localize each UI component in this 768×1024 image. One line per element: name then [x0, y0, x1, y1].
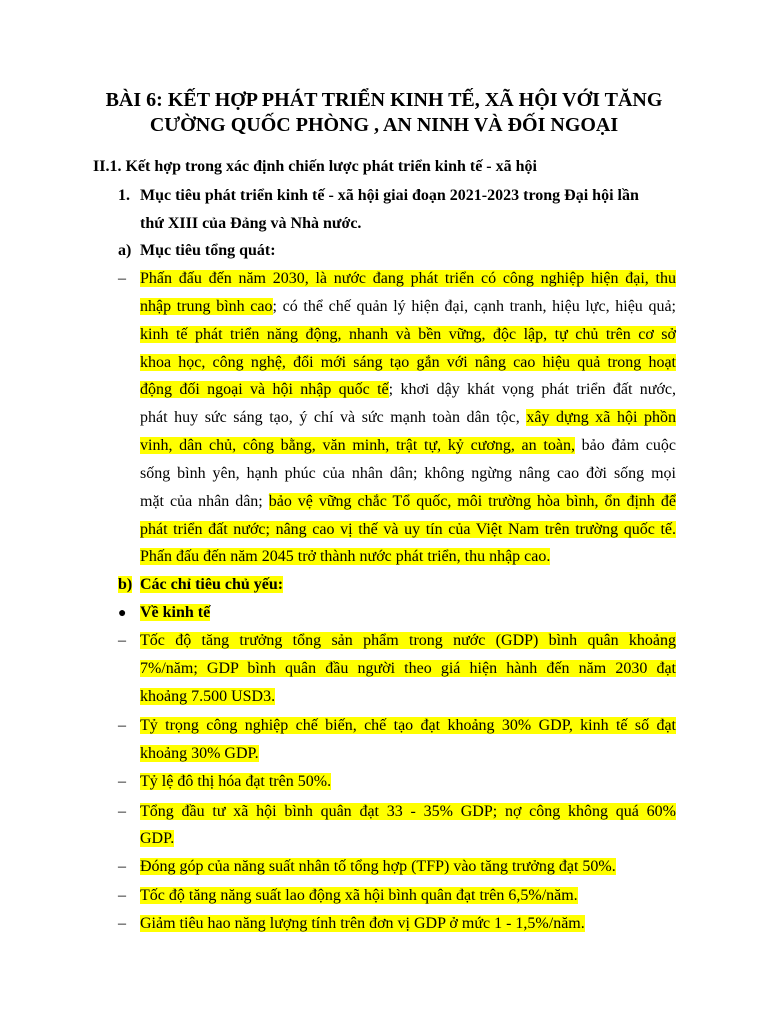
- dash-marker: –: [118, 717, 126, 734]
- section-heading: II.1. Kết hợp trong xác định chiến lược phát triển kinh tế - xã hội: [93, 158, 537, 175]
- highlight: Giảm tiêu hao năng lượng tính trên đơn vị GDP ở mức 1 - 1,5%/năm.: [140, 915, 585, 932]
- dash-marker: –: [118, 632, 126, 649]
- dash-marker: –: [118, 858, 126, 875]
- econ-item-5: [140, 857, 616, 877]
- bullet-icon: ●: [118, 606, 127, 621]
- highlight: Đóng góp của năng suất nhân tố tổng hợp (TFP) vào tăng trưởng đạt 50%.: [140, 858, 616, 875]
- highlight: b): [118, 576, 133, 593]
- highlight: Tỷ trọng công nghiệp chế biến, chế tạo đạt khoảng 30% GDP, kinh tế số đạt: [140, 717, 676, 734]
- dash-marker: –: [118, 887, 126, 904]
- para-a-line-11: [140, 547, 550, 567]
- item-number: 1.: [118, 187, 130, 204]
- highlight: Về kinh tế: [140, 604, 211, 621]
- sub-a-label: Mục tiêu tổng quát:: [140, 242, 276, 259]
- highlight: Phấn đấu đến năm 2045 trở thành nước phát triển, thu nhập cao.: [140, 548, 551, 565]
- dash-marker: –: [118, 915, 126, 932]
- plain-text: bảo đảm cuộc: [574, 437, 676, 454]
- title-line-2: CƯỜNG QUỐC PHÒNG , AN NINH VÀ ĐỐI NGOẠI: [149, 114, 619, 136]
- highlight: GDP.: [140, 830, 175, 847]
- highlight: kinh tế phát triển năng động, nhanh và bền vững, độc lập, tự chủ trên cơ sở: [140, 326, 676, 343]
- highlight: 7%/năm; GDP bình quân đầu người theo giá hiện hành đến năm 2030 đạt: [140, 660, 676, 677]
- para-a-line-5: [140, 380, 676, 400]
- plain-text: mặt của nhân dân;: [140, 493, 269, 510]
- highlight: Tốc độ tăng năng suất lao động xã hội bình quân đạt trên 6,5%/năm.: [140, 887, 578, 904]
- para-a-line-1: [140, 269, 676, 289]
- plain-text: phát huy sức sáng tạo, ý chí và sức mạnh toàn dân tộc,: [140, 409, 527, 426]
- highlight: Tỷ lệ đô thị hóa đạt trên 50%.: [140, 773, 332, 790]
- para-a-line-10: [140, 520, 676, 540]
- highlight: động đối ngoại và hội nhập quốc tế: [140, 381, 389, 398]
- page-title: [80, 88, 688, 138]
- highlight: Tốc độ tăng trưởng tổng sản phẩm trong nước (GDP) bình quân khoảng: [140, 632, 676, 649]
- para-a-line-4: [140, 353, 676, 373]
- highlight: xây dựng xã hội phồn: [526, 409, 676, 426]
- econ-item-1-line-2: [140, 659, 676, 679]
- econ-item-7: [140, 914, 585, 934]
- econ-item-4-line-1: [140, 802, 676, 822]
- item-1-line-2: thứ XIII của Đảng và Nhà nước.: [140, 215, 362, 232]
- para-a-line-8: [140, 464, 676, 484]
- highlight: phát triển đất nước; nâng cao vị thế và uy tín của Việt Nam trên trường quốc tế.: [140, 521, 676, 538]
- sub-b-marker: [118, 575, 132, 595]
- plain-text: sống bình yên, hạnh phúc của nhân dân; không ngừng nâng cao đời sống mọi: [140, 465, 676, 482]
- dash-marker: –: [118, 803, 126, 820]
- plain-text: ; có thể chế quản lý hiện đại, cạnh tranh, hiệu lực, hiệu quả;: [272, 298, 676, 315]
- econ-item-1-line-3: [140, 687, 275, 707]
- econ-item-1-line-1: [140, 631, 676, 651]
- highlight: bảo vệ vững chắc Tổ quốc, môi trường hòa bình, ổn định để: [268, 493, 676, 510]
- highlight: vinh, dân chủ, công bằng, văn minh, trật tự, kỷ cương, an toàn,: [140, 437, 575, 454]
- title-line-1: BÀI 6: KẾT HỢP PHÁT TRIỂN KINH TẾ, XÃ HỘI VỚI TĂNG: [105, 89, 663, 111]
- econ-item-4-line-2: [140, 829, 174, 849]
- para-a-line-6: [140, 408, 676, 428]
- dash-marker: –: [118, 270, 126, 287]
- econ-item-6: [140, 886, 578, 906]
- highlight: Các chỉ tiêu chủ yếu:: [140, 576, 284, 593]
- para-a-line-2: [140, 297, 676, 317]
- highlight: khoảng 30% GDP.: [140, 745, 259, 762]
- highlight: khoa học, công nghệ, đổi mới sáng tạo gắn với nâng cao hiệu quả trong hoạt: [140, 354, 676, 371]
- econ-item-2-line-2: [140, 744, 259, 764]
- sub-b-label: [140, 575, 283, 595]
- econ-item-3: [140, 772, 331, 792]
- econ-item-2-line-1: [140, 716, 676, 736]
- sub-a-marker: a): [118, 242, 132, 259]
- item-1-line-1: Mục tiêu phát triển kinh tế - xã hội giai đoạn 2021-2023 trong Đại hội lần: [140, 187, 639, 204]
- dash-marker: –: [118, 773, 126, 790]
- highlight: khoảng 7.500 USD3.: [140, 688, 276, 705]
- bullet-econ-label: [140, 603, 210, 623]
- highlight: Phấn đấu đến năm 2030, là nước đang phát triển có công nghiệp hiện đại, thu: [140, 270, 676, 287]
- highlight: nhập trung bình cao: [140, 298, 273, 315]
- para-a-line-3: [140, 325, 676, 345]
- para-a-line-7: [140, 436, 676, 456]
- para-a-line-9: [140, 492, 676, 512]
- plain-text: ; khơi dậy khát vọng phát triển đất nước,: [388, 381, 676, 398]
- highlight: Tổng đầu tư xã hội bình quân đạt 33 - 35% GDP; nợ công không quá 60%: [140, 803, 676, 820]
